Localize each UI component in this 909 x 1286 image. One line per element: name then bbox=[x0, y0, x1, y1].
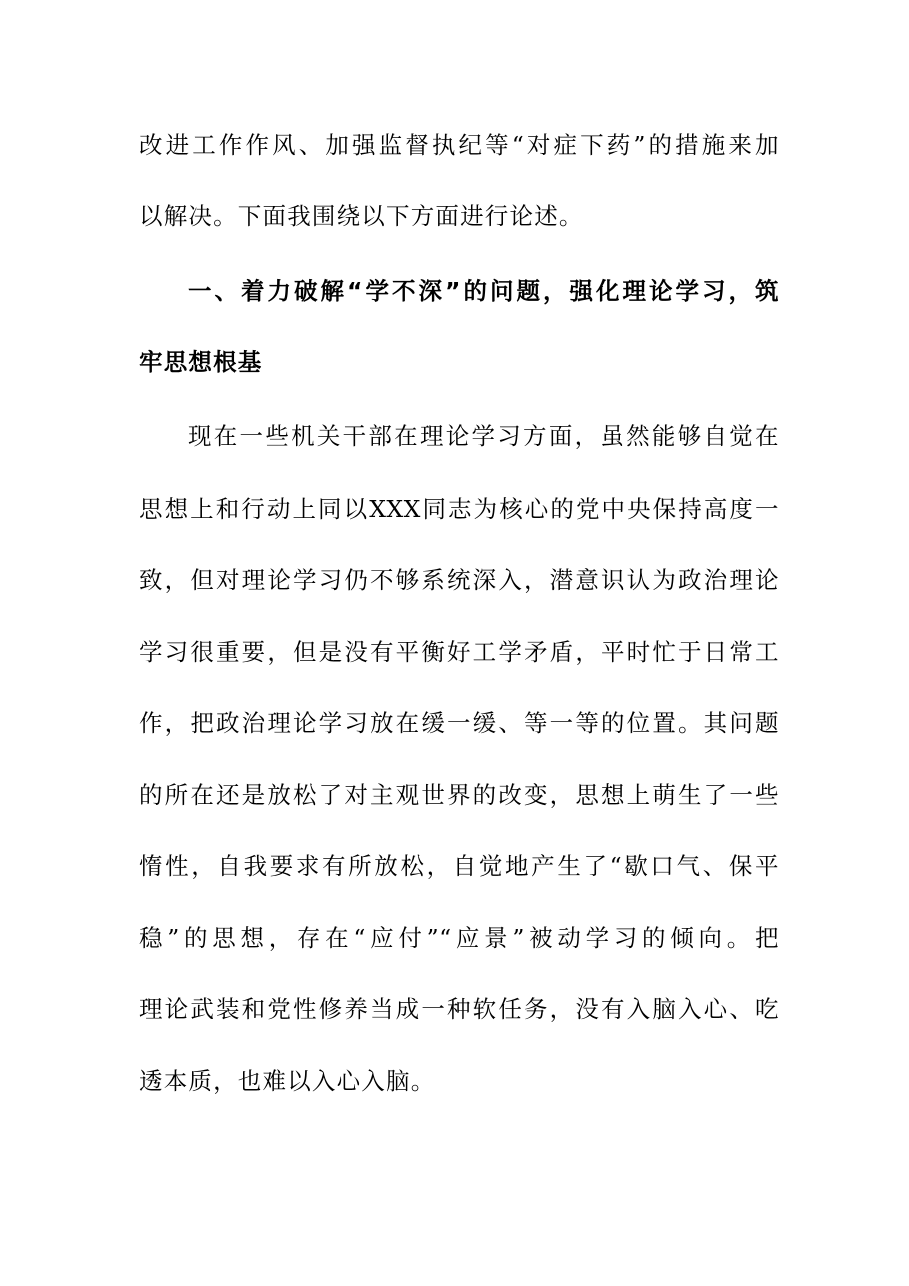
body-line-5: 作，把政治理论学习放在缓一缓、等一等的位置。其问题 bbox=[139, 709, 779, 737]
body-line-8: 稳”的思想，存在“应付”“应景”被动学习的倾向。把 bbox=[139, 924, 779, 952]
body-line-6: 的所在还是放松了对主观世界的改变，思想上萌生了一些 bbox=[139, 781, 779, 809]
body-line-4: 学习很重要，但是没有平衡好工学矛盾，平时忙于日常工 bbox=[139, 638, 779, 666]
body-line-7: 惰性，自我要求有所放松，自觉地产生了“歇口气、保平 bbox=[139, 852, 779, 880]
section-heading-line-2: 牢思想根基 bbox=[139, 348, 263, 376]
body-line-1: 现在一些机关干部在理论学习方面，虽然能够自觉在 bbox=[188, 422, 779, 450]
intro-line-1: 改进工作作风、加强监督执纪等“对症下药”的措施来加 bbox=[139, 131, 779, 159]
section-heading-line-1: 一、着力破解“学不深”的问题，强化理论学习，筑 bbox=[188, 277, 779, 305]
body-line-2: 思想上和行动上同以XXX同志为核心的党中央保持高度一 bbox=[139, 495, 779, 523]
body-line-9: 理论武装和党性修养当成一种软任务，没有入脑入心、吃 bbox=[139, 995, 779, 1023]
body-line-3: 致，但对理论学习仍不够系统深入，潜意识认为政治理论 bbox=[139, 566, 779, 594]
body-line-10: 透本质，也难以入心入脑。 bbox=[139, 1067, 436, 1095]
intro-line-2: 以解决。下面我围绕以下方面进行论述。 bbox=[139, 202, 584, 230]
